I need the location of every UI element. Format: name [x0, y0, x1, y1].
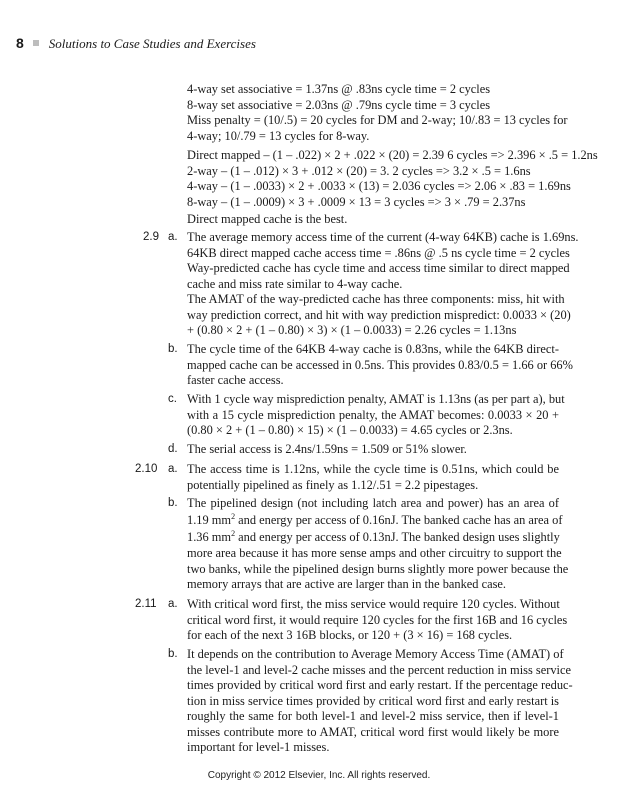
text-line: memory arrays that are active are larger than in the banked case.	[187, 577, 507, 591]
text-fragment: 1.19 mm	[187, 513, 232, 527]
text-line: Miss penalty = (10/.5) = 20 cycles for DM and 2-way; 10/.83 = 13 cycles for	[187, 113, 568, 127]
text-line: The serial access is 2.4ns/1.59ns = 1.509 or 51% slower.	[187, 442, 467, 456]
text-line: (0.80 × 2 + (1 – 0.80) × 15) × (1 – 0.0033) = 4.65 cycles or 2.3ns.	[187, 423, 513, 437]
text-line: more area because it has more sense amps and other circuitry to support the	[187, 546, 562, 560]
text-line: for each of the next 3 16B blocks, or 120 + (3 × 16) = 168 cycles.	[187, 628, 513, 642]
text-line	[187, 530, 559, 546]
text-line: with a 15 cycle misprediction penalty, the AMAT becomes: 0.0033 × 20 +	[187, 407, 559, 422]
text-line: Direct mapped – (1 – .022) × 2 + .022 × (20) = 2.39 6 cycles => 2.396 × .5 = 1.2ns	[187, 148, 598, 162]
header-square-icon	[33, 40, 39, 46]
text-line: 8-way set associative = 2.03ns @ .79ns cycle time = 3 cycles	[187, 97, 491, 112]
text-line: The cycle time of the 64KB 4-way cache is 0.83ns, while the 64KB direct-	[187, 342, 559, 356]
text-line: The AMAT of the way-predicted cache has three components: miss, hit with	[187, 292, 565, 306]
part-letter: c.	[168, 393, 177, 405]
text-line: potentially pipelined as finely as 1.12/.51 = 2.2 pipestages.	[187, 477, 479, 492]
text-line: 4-way; 10/.79 = 13 cycles for 8-way.	[187, 128, 370, 143]
text-line: The pipelined design (not including latch area and power) has an area of	[187, 496, 559, 510]
text-fragment: 1.36 mm	[187, 530, 232, 544]
text-fragment: and energy per access of 0.16nJ. The banked cache has an area of	[235, 513, 563, 527]
text-line: Way-predicted cache has cycle time and access time similar to direct mapped	[187, 261, 570, 275]
part-letter: b.	[168, 343, 178, 355]
text-line: The average memory access time of the current (4-way 64KB) cache is 1.69ns.	[187, 230, 579, 244]
exercise-number: 2.9	[143, 231, 159, 243]
text-line: mapped cache can be accessed in 0.5ns. This provides 0.83/0.5 = 1.66 or 66%	[187, 357, 573, 372]
part-letter: a.	[168, 463, 178, 475]
part-letter: d.	[168, 443, 178, 455]
text-line: With critical word first, the miss service would require 120 cycles. Without	[187, 597, 560, 611]
text-line: 2-way – (1 – .012) × 3 + .012 × (20) = 3. 2 cycles => 3.2 × .5 = 1.6ns	[187, 163, 531, 178]
text-line: cache and miss rate similar to 4-way cache.	[187, 276, 403, 291]
text-line: critical word first, it would require 120 cycles for the first 16B and 16 cycles	[187, 612, 568, 627]
text-line: way prediction correct, and hit with way prediction mispredict: 0.0033 × (20)	[187, 307, 571, 322]
running-header	[16, 35, 256, 53]
text-line: two banks, while the pipelined design burns slightly more power because the	[187, 561, 569, 576]
page-number: 8	[16, 35, 24, 51]
text-line: It depends on the contribution to Average Memory Access Time (AMAT) of	[187, 647, 564, 661]
text-line	[187, 512, 563, 529]
text-line: misses contribute more to AMAT, critical word first would likely be more	[187, 724, 559, 739]
text-line: faster cache access.	[187, 373, 284, 387]
text-line: Direct mapped cache is the best.	[187, 212, 348, 226]
superscript: 2	[231, 512, 236, 521]
part-letter: b.	[168, 648, 178, 660]
text-fragment: and energy per access of 0.13nJ. The banked design uses slightly	[235, 530, 560, 544]
text-line: roughly the same for both level-1 and level-2 miss service, then if level-1	[187, 709, 559, 723]
text-line: 64KB direct mapped cache access time = .86ns @ .5 ns cycle time = 2 cycles	[187, 245, 570, 260]
part-letter: a.	[168, 231, 178, 243]
text-line: 8-way – (1 – .0009) × 3 + .0009 × 13 = 3 cycles => 3 × .79 = 2.37ns	[187, 194, 526, 209]
text-line: 4-way – (1 – .0033) × 2 + .0033 × (13) = 2.036 cycles => 2.06 × .83 = 1.69ns	[187, 179, 571, 193]
header-title: Solutions to Case Studies and Exercises	[48, 36, 256, 51]
text-line: With 1 cycle way misprediction penalty, AMAT is 1.13ns (as per part a), but	[187, 392, 565, 406]
part-letter: b.	[168, 497, 178, 509]
text-line: important for level-1 misses.	[187, 740, 330, 754]
superscript: 2	[231, 529, 236, 538]
text-line: tion in miss service times provided by critical word first and early restart is	[187, 693, 559, 708]
part-letter: a.	[168, 598, 178, 610]
copyright-footer: Copyright © 2012 Elsevier, Inc. All rights reserved.	[207, 770, 431, 781]
exercise-number: 2.10	[135, 463, 158, 475]
text-line: The access time is 1.12ns, while the cycle time is 0.51ns, which could be	[187, 462, 559, 476]
text-line: times provided by critical word first and early restart. If the percentage reduc-	[187, 678, 573, 692]
text-line: + (0.80 × 2 + (1 – 0.80) × 3) × (1 – 0.0033) = 2.26 cycles = 1.13ns	[187, 323, 517, 337]
text-line: 4-way set associative = 1.37ns @ .83ns cycle time = 2 cycles	[187, 82, 491, 96]
text-line: the level-1 and level-2 cache misses and the percent reduction in miss service	[187, 662, 571, 677]
exercise-number: 2.11	[135, 598, 157, 610]
